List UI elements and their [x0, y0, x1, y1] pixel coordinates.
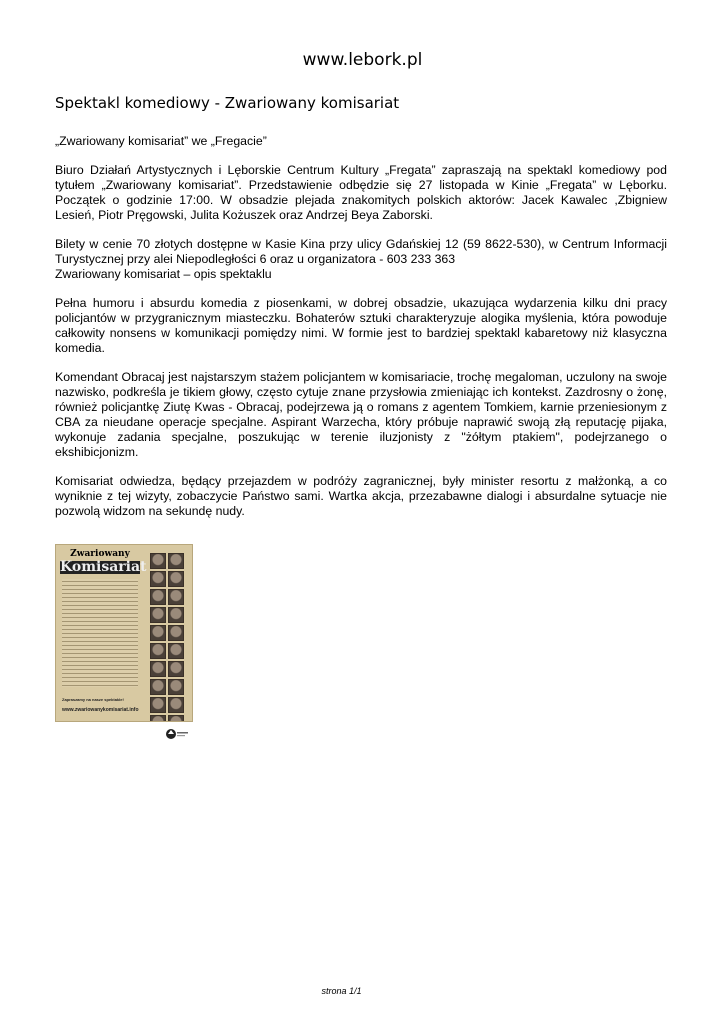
cast-photo — [168, 679, 184, 695]
article-paragraph-4: Komendant Obracaj jest najstarszym stażem policjantem w komisariacie, trochę megaloman, uczulony na swoje nazwisko, podkreśla je tikiem głowy, często cytuje znane przysłowia zmieniając ich kontekst. Zazdrosny o żonę, również policjantkę Ziutę Kwas - Obracaj, podejrzewa ją o romans z agentem Tomkiem, karnie przeniesionym z CBA za nieudane operacje specjalne. Aspirant Warzecha, który próbuje naprawić swoją złą reputację pijaka, wykonuje zadania specjalne, poszukując w terenie iluzjonisty z "żółtym ptakiem", podejrzanego o ekshibicjonizm. — [55, 370, 667, 459]
poster-title — [60, 549, 147, 575]
cast-photo — [150, 607, 166, 623]
cast-photo — [150, 553, 166, 569]
tickets-info: Bilety w cenie 70 złotych dostępne w Kasie Kina przy ulicy Gdańskiej 12 (59 8622-530), w Centrum Informacji Turystycznej przy alei Niepodległości 6 oraz u organizatora - 603 233 363 — [55, 237, 667, 266]
poster-url: www.zwariowanykomisariat.info — [62, 707, 139, 713]
cast-photo — [150, 571, 166, 587]
article-paragraph-5: Komisariat odwiedza, będący przejazdem w podróży zagranicznej, były minister resortu z małżonką, a co wyniknie z tej wizyty, zobaczycie Państwo sami. Wartka akcja, przezabawne dialogi i absurdalne sytuacje nie pozwolą widzom na sekundę nudy. — [55, 474, 667, 518]
cast-photo — [150, 715, 166, 722]
poster-image — [55, 544, 193, 722]
cast-photo — [168, 715, 184, 722]
article-subtitle: „Zwariowany komisariat” we „Fregacie” — [55, 134, 267, 148]
poster-text-block — [62, 579, 138, 687]
article-paragraph-3: Pełna humoru i absurdu komedia z piosenkami, w dobrej obsadzie, ukazująca wydarzenia kilku dni pracy policjantów w przygranicznym miasteczku. Bohaterów sztuki charakteryzuje alogika myślenia, która powoduje całkowity nonsens w komunikacji pomiędzy nimi. W formie jest to bardziej spektakl kabaretowy niż klasyczna komedia. — [55, 296, 667, 355]
poster-title-line2: Komisariat — [60, 559, 147, 575]
cast-photo — [150, 643, 166, 659]
article-paragraph-2 — [55, 237, 667, 282]
cast-photo — [168, 571, 184, 587]
page-number: strona 1/1 — [321, 986, 362, 996]
fregata-logo-icon — [165, 727, 189, 741]
article-paragraph-1: Biuro Działań Artystycznych i Lęborskie Centrum Kultury „Fregata” zapraszają na spektakl komediowy pod tytułem „Zwariowany komisariat”. Przedstawienie odbędzie się 27 listopada w Kinie „Fregata” w Lęborku. Początek o godzinie 17:00. W obsadzie plejada znakomitych polskich aktorów: Jacek Kawalec ,Zbigniew Lesień, Piotr Pręgowski, Julita Kożuszek oraz Andrzej Beya Zaborski. — [55, 163, 667, 222]
cast-photo — [150, 697, 166, 713]
poster-title-line1: Zwariowany — [70, 549, 130, 559]
poster-cast-photos — [150, 553, 190, 722]
cast-photo — [168, 697, 184, 713]
poster-invite: Zapraszamy na nasze spektakle! — [62, 697, 124, 702]
cast-photo — [168, 607, 184, 623]
cast-photo — [168, 589, 184, 605]
cast-photo — [168, 661, 184, 677]
cast-photo — [150, 679, 166, 695]
cast-photo — [168, 553, 184, 569]
site-header: www.lebork.pl — [302, 50, 423, 70]
cast-photo — [150, 589, 166, 605]
cast-photo — [168, 625, 184, 641]
cast-photo — [168, 643, 184, 659]
description-heading: Zwariowany komisariat – opis spektaklu — [55, 267, 272, 281]
cast-photo — [150, 625, 166, 641]
cast-photo — [150, 661, 166, 677]
article-body — [55, 134, 667, 533]
page-title: Spektakl komediowy - Zwariowany komisariat — [55, 94, 400, 112]
